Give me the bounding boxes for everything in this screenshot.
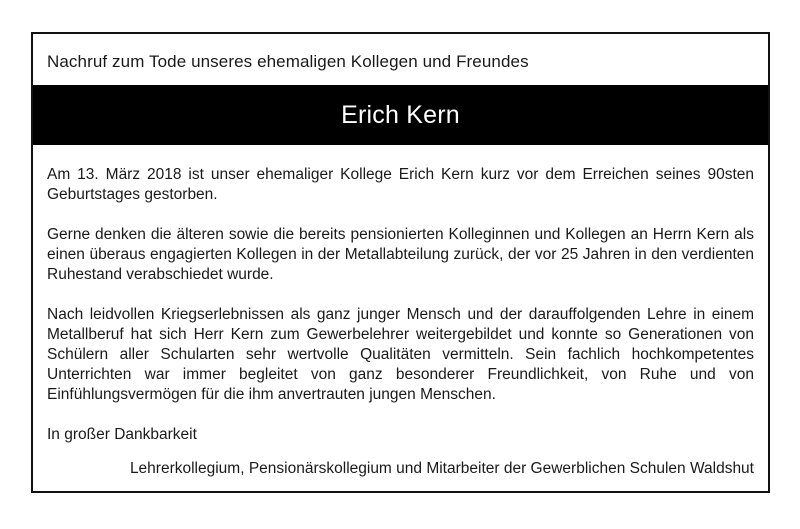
paragraph-biography: Nach leidvollen Kriegserlebnissen als ganz junger Mensch und der darauffolgenden Lehre in einem Metallberuf hat sich Herr Kern zum Gewerbelehrer weitergebildet und konnte so Generationen von Schülern aller Schularten sehr wertvolle Qualitäten vermitteln. Sein fachlich hochkompetentes Unterrichten war immer begleitet von ganz besonderer Freundlichkeit, von Ruhe und von Einfühlungsvermögen für die ihm anvertrauten jungen Menschen. (47, 306, 754, 403)
obituary-frame (31, 32, 770, 493)
name-banner (33, 85, 768, 145)
closing-line: In großer Dankbarkeit (47, 426, 197, 443)
obituary-intro: Nachruf zum Tode unseres ehemaligen Kollegen und Freundes (47, 52, 529, 71)
obituary-body (47, 165, 754, 465)
signature-line: Lehrerkollegium, Pensionärskollegium und Mitarbeiter der Gewerblichen Schulen Waldshut (129, 460, 754, 477)
paragraph-death-notice: Am 13. März 2018 ist unser ehemaliger Kollege Erich Kern kurz vor dem Erreichen seines 90sten Geburtstages gestorben. (47, 166, 754, 203)
paragraph-remembrance: Gerne denken die älteren sowie die bereits pensionierten Kolleginnen und Kollegen an Herrn Kern als einen überaus engagierten Kollegen in der Metallabteilung zurück, der vor 25 Jahren in den verdienten Ruhestand verabschiedet wurde. (47, 226, 754, 283)
deceased-name: Erich Kern (341, 100, 460, 129)
